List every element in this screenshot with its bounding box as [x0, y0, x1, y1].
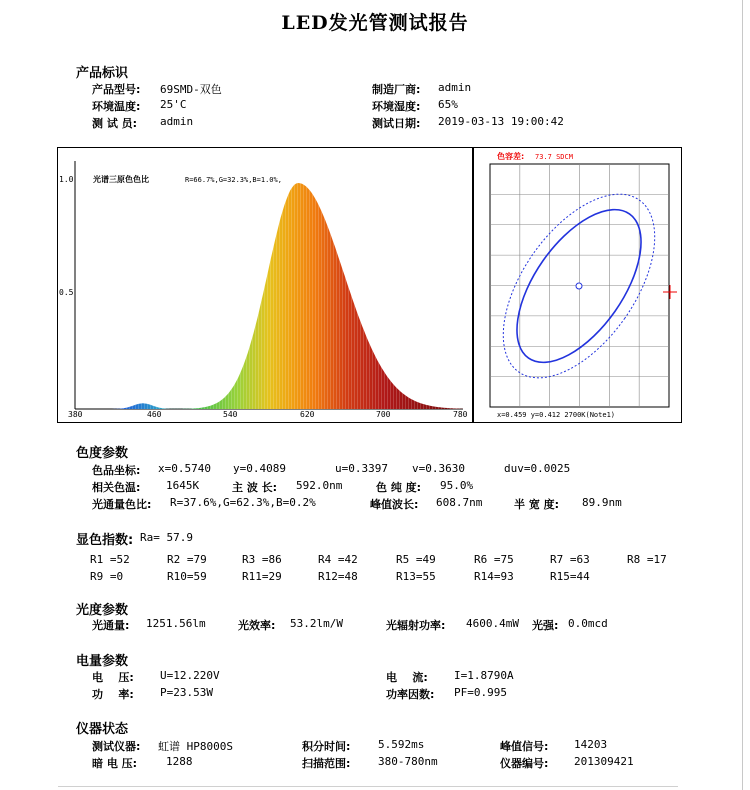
cri-item: R5 =49 [396, 553, 436, 566]
right-border [742, 0, 743, 790]
x-tick-380: 380 [68, 410, 83, 419]
peak-wl-value: 608.7nm [436, 496, 483, 509]
pf-value: PF=0.995 [454, 686, 507, 699]
integ-label: 积分时间: [302, 740, 351, 753]
cri-item: R14=93 [474, 570, 514, 583]
efficacy-label: 光效率: [238, 619, 276, 632]
range-value: 380-780nm [378, 755, 438, 768]
cri-item: R3 =86 [242, 553, 282, 566]
device-value: 虹谱 HP8000S [158, 740, 233, 753]
temp-value: 25'C [160, 98, 187, 111]
current-value: I=1.8790A [454, 669, 514, 682]
section-instrument: 仪器状态 [76, 722, 129, 737]
tester-value: admin [160, 115, 194, 128]
cri-item: R13=55 [396, 570, 436, 583]
flux-ratio-value: R=37.6%,G=62.3%,B=0.2% [170, 496, 316, 509]
humidity-value: 65% [438, 98, 458, 111]
x-tick-700: 700 [376, 410, 391, 419]
tolerance-value: 73.7 SDCM [535, 153, 573, 161]
target-point [576, 283, 582, 289]
humidity-label: 环境湿度: [372, 100, 421, 113]
coord-y: y=0.4089 [233, 462, 286, 475]
peak-signal-label: 峰值信号: [500, 740, 549, 753]
date-label: 测试日期: [372, 117, 421, 130]
section-photometric: 光度参数 [76, 603, 129, 618]
section-product: 产品标识 [76, 66, 129, 81]
y-tick-1.0: 1.0 [59, 175, 74, 184]
tolerance-label: 色容差: [497, 152, 525, 161]
tester-label: 测 试 员: [92, 117, 138, 130]
purity-label: 色 纯 度: [376, 481, 422, 494]
flux-value: 1251.56lm [146, 617, 206, 630]
flux-ratio-label: 光通量色比: [92, 498, 152, 511]
x-tick-540: 540 [223, 410, 238, 419]
maker-value: admin [438, 81, 472, 94]
range-label: 扫描范围: [302, 757, 351, 770]
serial-value: 201309421 [574, 755, 634, 768]
cri-item: R4 =42 [318, 553, 358, 566]
flux-label: 光通量: [92, 619, 130, 632]
cri-item: R8 =17 [627, 553, 667, 566]
section-cri: 显色指数: [76, 533, 134, 548]
bottom-rule [58, 786, 678, 787]
voltage-value: U=12.220V [160, 669, 220, 682]
chroma-footer: x=0.459 y=0.412 2700K(Note1) [497, 411, 616, 419]
power-label: 功 率: [92, 688, 134, 701]
spectrum-rgb-ratio: R=66.7%,G=32.3%,B=1.0%, [185, 176, 282, 184]
maker-label: 制造厂商: [372, 83, 421, 96]
cri-item: R12=48 [318, 570, 358, 583]
y-tick-0.5: 0.5 [59, 288, 74, 297]
coord-duv: duv=0.0025 [504, 462, 571, 475]
intensity-label: 光强: [532, 619, 559, 632]
cct-label: 相关色温: [92, 481, 141, 494]
cri-item: R2 =79 [167, 553, 207, 566]
x-tick-460: 460 [147, 410, 162, 419]
coord-label: 色品坐标: [92, 464, 141, 477]
dark-label: 暗 电 压: [92, 757, 138, 770]
dom-value: 592.0nm [296, 479, 343, 492]
model-label: 产品型号: [92, 83, 141, 96]
hw-label: 半 宽 度: [514, 498, 560, 511]
dark-value: 1288 [166, 755, 193, 768]
report-title: LED发光管测试报告 [281, 12, 469, 34]
section-color: 色度参数 [76, 446, 129, 461]
cri-item: R11=29 [242, 570, 282, 583]
pf-label: 功率因数: [386, 688, 435, 701]
chromaticity-plot [473, 147, 683, 423]
spectrum-chart [57, 147, 473, 423]
power-value: P=23.53W [160, 686, 213, 699]
cri-item: R7 =63 [550, 553, 590, 566]
purity-value: 95.0% [440, 479, 474, 492]
intensity-value: 0.0mcd [568, 617, 608, 630]
x-tick-620: 620 [300, 410, 315, 419]
device-label: 测试仪器: [92, 740, 141, 753]
integ-value: 5.592ms [378, 738, 425, 751]
radiant-value: 4600.4mW [466, 617, 519, 630]
cri-item: R15=44 [550, 570, 590, 583]
coord-v: v=0.3630 [412, 462, 465, 475]
peak-signal-value: 14203 [574, 738, 608, 751]
cct-value: 1645K [166, 479, 200, 492]
current-label: 电 流: [386, 671, 428, 684]
radiant-label: 光辐射功率: [386, 619, 446, 632]
coord-x: x=0.5740 [158, 462, 211, 475]
cri-ra: Ra= 57.9 [140, 531, 193, 544]
spectrum-rgb-title: 光谱三原色色比 [93, 175, 149, 184]
serial-label: 仪器编号: [500, 757, 549, 770]
x-tick-780: 780 [453, 410, 468, 419]
hw-value: 89.9nm [582, 496, 622, 509]
peak-wl-label: 峰值波长: [370, 498, 419, 511]
efficacy-value: 53.2lm/W [290, 617, 343, 630]
date-value: 2019-03-13 19:00:42 [438, 115, 564, 128]
model-value: 69SMD-双色 [160, 83, 222, 96]
cri-item: R9 =0 [90, 570, 124, 583]
cri-item: R10=59 [167, 570, 207, 583]
voltage-label: 电 压: [92, 671, 134, 684]
dom-label: 主 波 长: [232, 481, 278, 494]
cri-item: R1 =52 [90, 553, 130, 566]
coord-u: u=0.3397 [335, 462, 388, 475]
section-electrical: 电量参数 [76, 654, 129, 669]
temp-label: 环境温度: [92, 100, 141, 113]
cri-item: R6 =75 [474, 553, 514, 566]
